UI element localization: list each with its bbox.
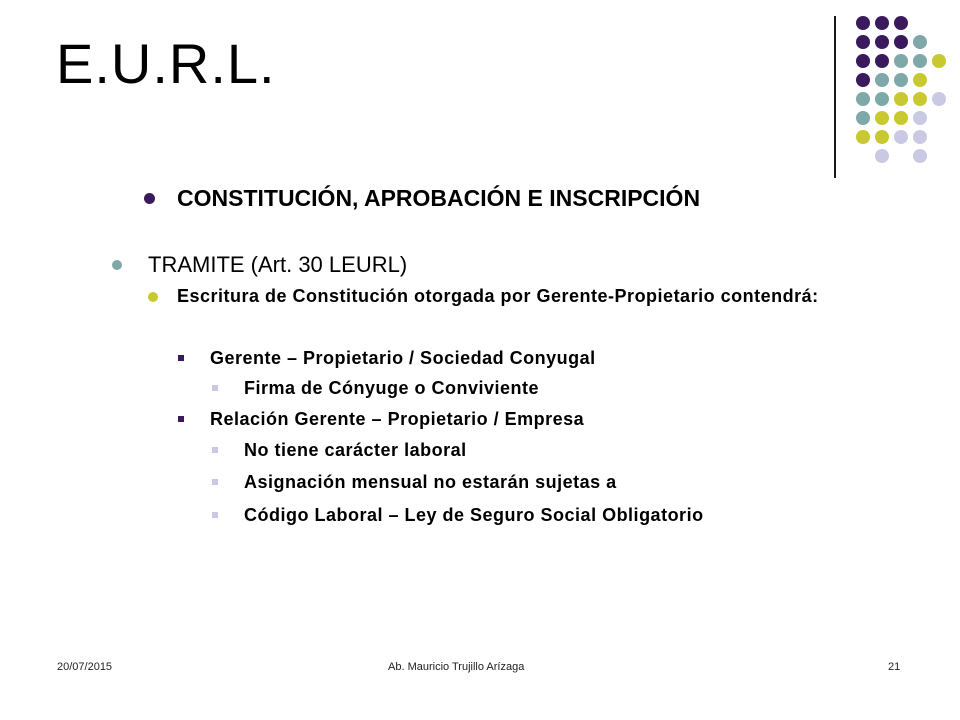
level1-bullet-icon bbox=[112, 260, 122, 270]
decorative-dot bbox=[875, 111, 889, 125]
decorative-dot bbox=[856, 54, 870, 68]
decorative-dot bbox=[932, 54, 946, 68]
decorative-dot bbox=[932, 92, 946, 106]
decorative-dot bbox=[913, 35, 927, 49]
decorative-dot bbox=[913, 92, 927, 106]
level3-text: Gerente – Propietario / Sociedad Conyugal bbox=[210, 348, 596, 368]
decorative-dot bbox=[856, 111, 870, 125]
decorative-dot bbox=[875, 149, 889, 163]
level3-bullet-icon bbox=[178, 355, 184, 361]
level4-bullet-icon bbox=[212, 479, 218, 485]
level2-bullet-icon bbox=[148, 292, 158, 302]
heading-bullet-icon bbox=[144, 193, 155, 204]
section-heading-text: CONSTITUCIÓN, APROBACIÓN E INSCRIPCIÓN bbox=[177, 185, 701, 211]
decorative-dot bbox=[856, 73, 870, 87]
level4-text: Código Laboral – Ley de Seguro Social Obligatorio bbox=[244, 505, 704, 525]
level1-text: TRAMITE (Art. 30 LEURL) bbox=[148, 252, 408, 277]
decorative-dot bbox=[875, 73, 889, 87]
decorative-dot bbox=[875, 54, 889, 68]
decorative-dot bbox=[894, 35, 908, 49]
decorative-dot bbox=[875, 130, 889, 144]
level4-text: No tiene carácter laboral bbox=[244, 440, 467, 460]
decorative-dot bbox=[894, 130, 908, 144]
decorative-dot bbox=[894, 73, 908, 87]
decorative-dot bbox=[913, 54, 927, 68]
level4-text: Asignación mensual no estarán sujetas a bbox=[244, 472, 617, 492]
decorative-dot bbox=[913, 130, 927, 144]
decorative-dot bbox=[856, 130, 870, 144]
level3-bullet-icon bbox=[178, 416, 184, 422]
decorative-dot bbox=[913, 149, 927, 163]
decorative-dot bbox=[856, 92, 870, 106]
level4-bullet-icon bbox=[212, 385, 218, 391]
decorative-dot bbox=[913, 73, 927, 87]
decorative-dot bbox=[913, 111, 927, 125]
vertical-divider bbox=[834, 16, 836, 178]
slide-number: 21 bbox=[888, 661, 901, 673]
level4-bullet-icon bbox=[212, 447, 218, 453]
decorative-dot bbox=[856, 35, 870, 49]
decorative-dot bbox=[894, 111, 908, 125]
level4-bullet-icon bbox=[212, 512, 218, 518]
decorative-dot bbox=[875, 35, 889, 49]
decorative-dot bbox=[894, 92, 908, 106]
decorative-dot bbox=[875, 16, 889, 30]
level4-text: Firma de Cónyuge o Conviviente bbox=[244, 378, 540, 398]
decorative-dot bbox=[894, 16, 908, 30]
slide-title: E.U.R.L. bbox=[56, 32, 276, 95]
level2-text: Escritura de Constitución otorgada por Gerente-Propietario contendrá: bbox=[177, 286, 819, 306]
level3-text: Relación Gerente – Propietario / Empresa bbox=[210, 409, 585, 429]
decorative-dot bbox=[856, 16, 870, 30]
decorative-dot bbox=[894, 54, 908, 68]
footer-date: 20/07/2015 bbox=[57, 661, 113, 673]
decorative-dot bbox=[875, 92, 889, 106]
footer-author: Ab. Mauricio Trujillo Arízaga bbox=[388, 661, 525, 673]
